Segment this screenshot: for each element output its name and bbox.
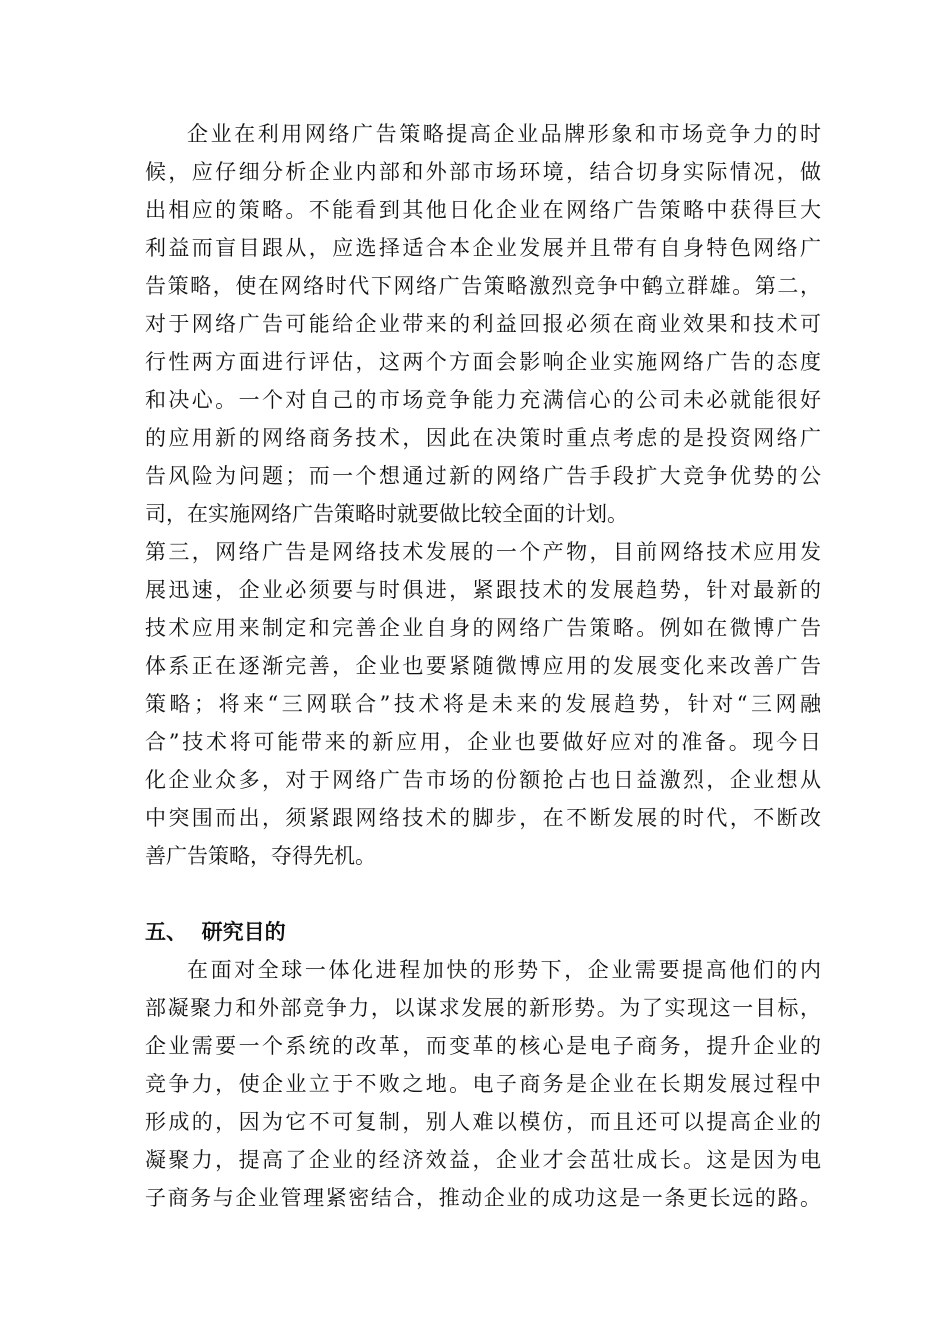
section-heading: 五、 研究目的 — [145, 919, 286, 944]
paragraph-2-line-6: 合”技术将可能带来的新应用，企业也要做好应对的准备。现今日 — [145, 730, 821, 754]
paragraph-1-line-9: 的应用新的网络商务技术，因此在决策时重点考虑的是投资网络广 — [145, 426, 821, 450]
section-5-line-7: 子商务与企业管理紧密结合，推动企业的成功这是一条更长远的路。 — [145, 1186, 821, 1210]
paragraph-2-line-1: 第三，网络广告是网络技术发展的一个产物，目前网络技术应用发 — [145, 540, 821, 564]
paragraph-1-line-4: 利益而盲目跟从，应选择适合本企业发展并且带有自身特色网络广 — [145, 236, 821, 260]
section-5-line-1: 在面对全球一体化进程加快的形势下，企业需要提高他们的内 — [187, 958, 821, 982]
section-5-line-5: 形成的，因为它不可复制，别人难以模仿，而且还可以提高企业的 — [145, 1110, 821, 1134]
section-5-line-6: 凝聚力，提高了企业的经济效益，企业才会茁壮成长。这是因为电 — [145, 1148, 821, 1172]
paragraph-1-line-2: 候，应仔细分析企业内部和外部市场环境，结合切身实际情况，做 — [145, 160, 821, 184]
section-5-line-4: 竞争力，使企业立于不败之地。电子商务是企业在长期发展过程中 — [145, 1072, 821, 1096]
paragraph-1-line-10: 告风险为问题；而一个想通过新的网络广告手段扩大竞争优势的公 — [145, 464, 821, 488]
paragraph-1-line-5: 告策略，使在网络时代下网络广告策略激烈竞争中鹤立群雄。第二， — [145, 274, 821, 298]
paragraph-1-line-7: 行性两方面进行评估，这两个方面会影响企业实施网络广告的态度 — [145, 350, 821, 374]
paragraph-1-line-6: 对于网络广告可能给企业带来的利益回报必须在商业效果和技术可 — [145, 312, 821, 336]
section-5-line-2: 部凝聚力和外部竞争力，以谋求发展的新形势。为了实现这一目标， — [145, 996, 821, 1020]
paragraph-1-line-3: 出相应的策略。不能看到其他日化企业在网络广告策略中获得巨大 — [145, 198, 821, 222]
paragraph-2-line-9: 善广告策略，夺得先机。 — [145, 844, 376, 868]
paragraph-2-line-8: 中突围而出，须紧跟网络技术的脚步，在不断发展的时代，不断改 — [145, 806, 821, 830]
paragraph-1-line-8: 和决心。一个对自己的市场竞争能力充满信心的公司未必就能很好 — [145, 388, 821, 412]
paragraph-1-line-1: 企业在利用网络广告策略提高企业品牌形象和市场竞争力的时 — [187, 122, 821, 146]
paragraph-1-line-11: 司，在实施网络广告策略时就要做比较全面的计划。 — [145, 502, 628, 526]
paragraph-2-line-2: 展迅速，企业必须要与时俱进，紧跟技术的发展趋势，针对最新的 — [145, 578, 821, 602]
paragraph-2-line-3: 技术应用来制定和完善企业自身的网络广告策略。例如在微博广告 — [145, 616, 821, 640]
section-5-line-3: 企业需要一个系统的改革，而变革的核心是电子商务，提升企业的 — [145, 1034, 821, 1058]
paragraph-2-line-7: 化企业众多，对于网络广告市场的份额抢占也日益激烈，企业想从 — [145, 768, 821, 792]
paragraph-2-line-5: 策略；将来“三网联合”技术将是未来的发展趋势，针对“三网融 — [145, 692, 821, 716]
paragraph-2-line-4: 体系正在逐渐完善，企业也要紧随微博应用的发展变化来改善广告 — [145, 654, 821, 678]
